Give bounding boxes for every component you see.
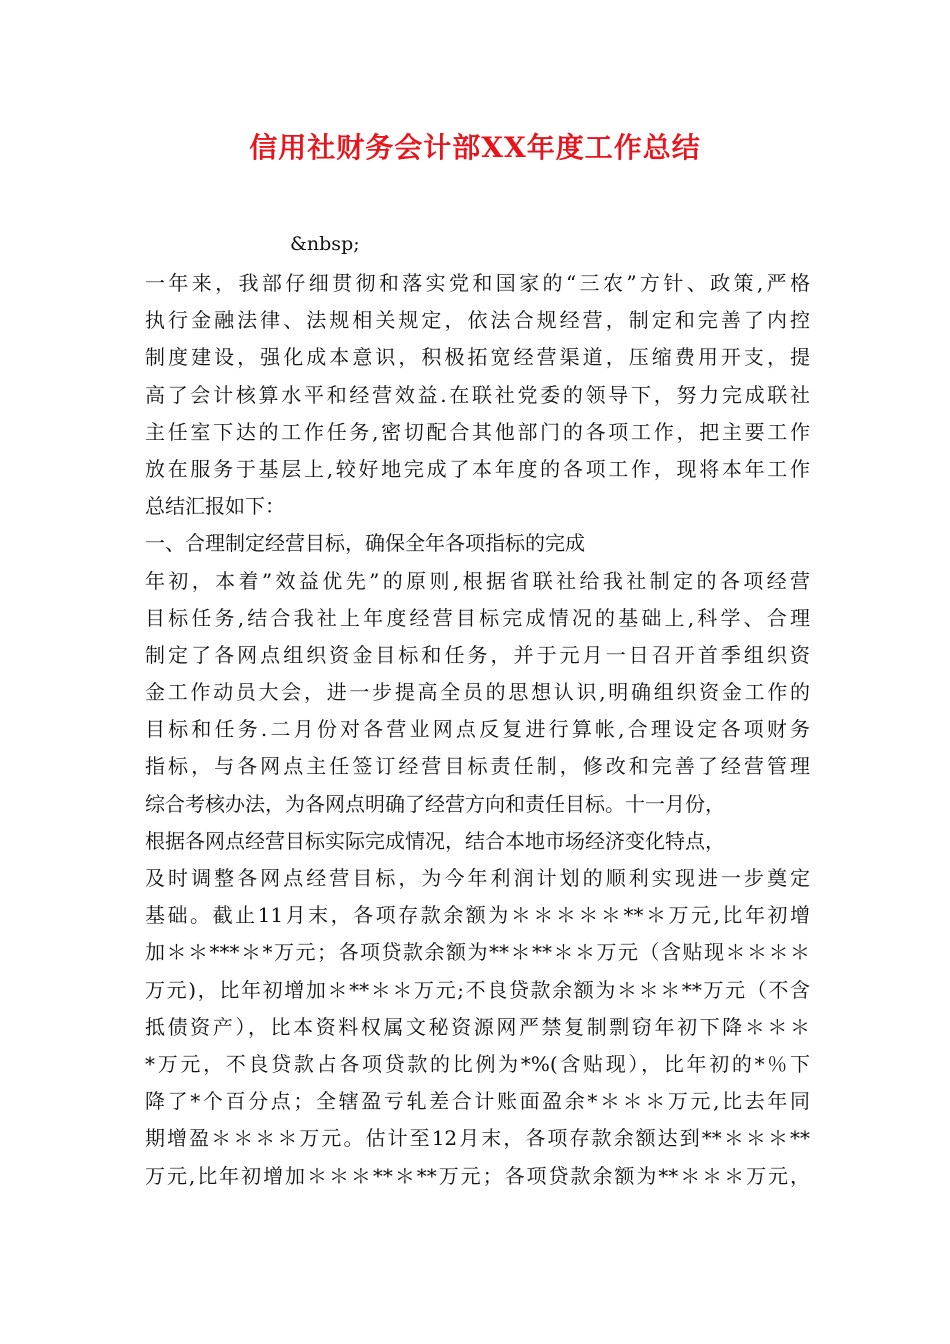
body-line: 放在服务于基层上,较好地完成了本年度的各项工作，现将本年工作 [145, 456, 810, 481]
body-line: 万元,比年初增加＊＊＊**＊**万元；各项贷款余额为**＊＊＊万元， [145, 1163, 810, 1188]
body-line: 基础。截止11月末，各项存款余额为＊＊＊＊＊**＊万元,比年初增 [145, 903, 810, 928]
body-line: 主任室下达的工作任务,密切配合其他部门的各项工作，把主要工作 [145, 419, 810, 444]
nbsp-placeholder-text: &nbsp; [290, 233, 360, 255]
body-line: 制度建设，强化成本意识，积极拓宽经营渠道，压缩费用开支，提 [145, 345, 810, 370]
body-line: 综合考核办法，为各网点明确了经营方向和责任目标。十一月份， [145, 791, 725, 816]
body-line: 抵债资产），比本资料权属文秘资源网严禁复制剽窃年初下降＊＊＊ [145, 1014, 810, 1039]
body-line: 制定了各网点组织资金目标和任务，并于元月一日召开首季组织资 [145, 642, 810, 667]
body-line: 降了*个百分点；全辖盈亏轧差合计账面盈余*＊＊＊万元,比去年同 [145, 1089, 810, 1114]
body-line: 目标任务,结合我社上年度经营目标完成情况的基础上,科学、合理 [145, 605, 810, 630]
body-line: 指标，与各网点主任签订经营目标责任制，修改和完善了经营管理 [145, 754, 810, 779]
body-line: 一、合理制定经营目标，确保全年各项指标的完成 [145, 531, 585, 556]
body-line: 根据各网点经营目标实际完成情况，结合本地市场经济变化特点， [145, 828, 725, 853]
body-line: 期增盈＊＊＊＊万元。估计至12月末，各项存款余额达到**＊＊＊** [145, 1126, 810, 1151]
document-title: 信用社财务会计部XX年度工作总结 [249, 131, 701, 164]
body-line: 一年来，我部仔细贯彻和落实党和国家的“三农”方针、政策,严格 [145, 271, 810, 295]
body-line: 目标和任务.二月份对各营业网点反复进行算帐,合理设定各项财务 [145, 717, 810, 742]
body-line: 执行金融法律、法规相关规定，依法合规经营，制定和完善了内控 [145, 308, 810, 333]
body-line: 高了会计核算水平和经营效益.在联社党委的领导下，努力完成联社 [145, 382, 810, 407]
body-line: 年初，本着”效益优先”的原则,根据省联社给我社制定的各项经营 [145, 568, 810, 593]
body-line: 及时调整各网点经营目标，为今年利润计划的顺利实现进一步奠定 [145, 866, 810, 890]
body-line: *万元，不良贷款占各项贷款的比例为*%(含贴现），比年初的*％下 [145, 1051, 810, 1076]
body-paragraphs [145, 265, 810, 1195]
body-line: 万元)，比年初增加＊**＊＊万元;不良贷款余额为＊＊＊**万元（不含 [145, 977, 810, 1002]
body-line: 总结汇报如下： [145, 494, 285, 519]
body-line: 金工作动员大会，进一步提高全员的思想认识,明确组织资金工作的 [145, 680, 810, 705]
body-line: 加＊＊***＊*万元；各项贷款余额为**＊**＊＊万元（含贴现＊＊＊＊ [145, 940, 810, 965]
